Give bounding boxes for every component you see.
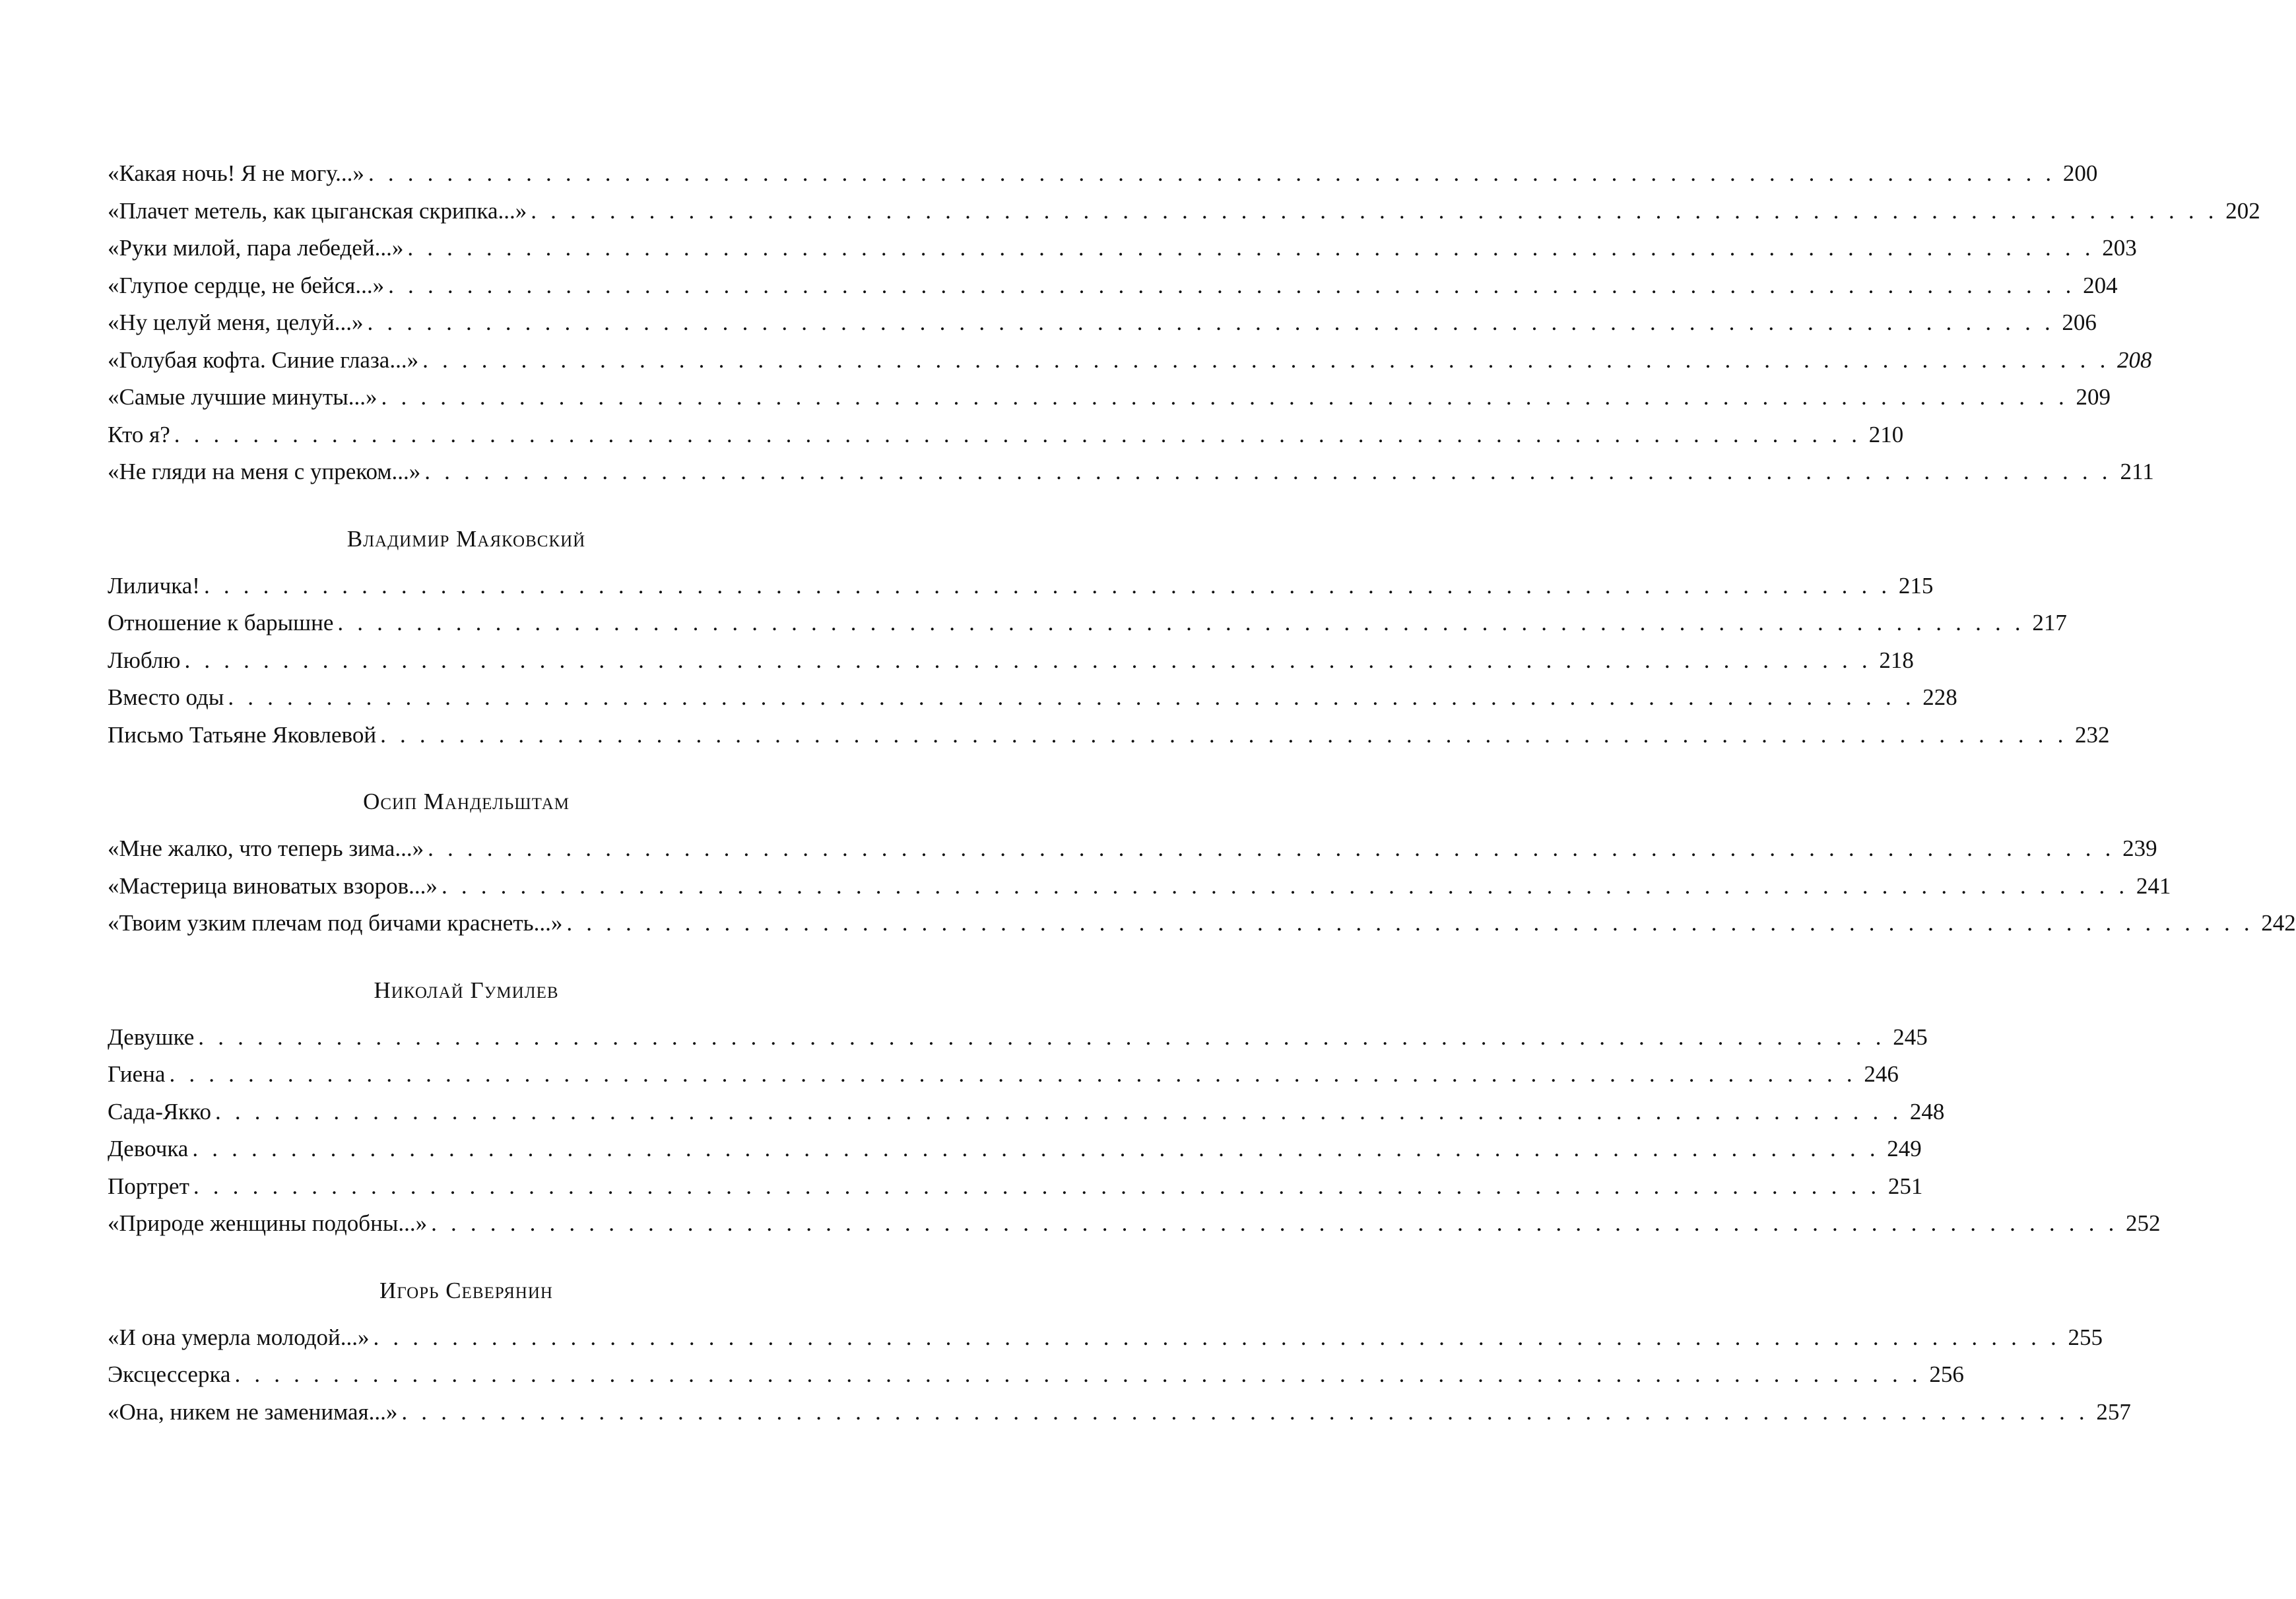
section-entries-severyanin	[108, 1319, 2131, 1431]
toc-entry	[108, 604, 2067, 642]
toc-entry	[108, 905, 2296, 942]
section-heading-gumilev: Николай Гумилев	[374, 977, 559, 1003]
dot-leader: . . . . . . . . . . . . . . . . . . . . . . . . . . . . . . . . . . . . . . . . . . . . . . . . . . . . . . . . . . . . . . . . . . . . . . . . . . . . . . . . . . . . . .	[531, 197, 2218, 224]
toc-entry-page: 246	[1864, 1061, 1899, 1087]
toc-entry-page: 241	[2136, 872, 2171, 899]
section-spacer	[108, 754, 825, 783]
dot-leader: . . . . . . . . . . . . . . . . . . . . . . . . . . . . . . . . . . . . . . . . . . . . . . . . . . . . . . . . . . . . . . . . . . . . . . . . . . . . . . . . . . . . . .	[228, 684, 1915, 710]
toc-entry	[108, 568, 1934, 605]
dot-leader: . . . . . . . . . . . . . . . . . . . . . . . . . . . . . . . . . . . . . . . . . . . . . . . . . . . . . . . . . . . . . . . . . . . . . . . . . . . . . . . . . . . . . .	[401, 1398, 2089, 1425]
section-heading-mayakovsky: Владимир Маяковский	[346, 525, 586, 552]
toc-entry-page: 228	[1922, 684, 1957, 710]
toc-entry-title: «Голубая кофта. Синие глаза...»	[108, 346, 419, 373]
toc-entry	[108, 717, 2110, 754]
toc-entry	[108, 304, 2097, 342]
dot-leader: . . . . . . . . . . . . . . . . . . . . . . . . . . . . . . . . . . . . . . . . . . . . . . . . . . . . . . . . . . . . . . . . . . . . . . . . . . . . . . . . . . . . . .	[373, 1324, 2060, 1350]
toc-entry-title: «Мне жалко, что теперь зима...»	[108, 835, 424, 861]
toc-entry-page: 202	[2225, 197, 2260, 224]
toc-entry-page: 232	[2075, 721, 2110, 748]
dot-leader: . . . . . . . . . . . . . . . . . . . . . . . . . . . . . . . . . . . . . . . . . . . . . . . . . . . . . . . . . . . . . . . . . . . . . . . . . . . . . . . . . . . . . .	[214, 1098, 1903, 1125]
toc-entry-title: Эксцессерка	[108, 1361, 231, 1387]
toc-entry-page: 242	[2261, 910, 2296, 936]
section-spacer	[108, 1243, 825, 1272]
dot-leader: . . . . . . . . . . . . . . . . . . . . . . . . . . . . . . . . . . . . . . . . . . . . . . . . . . . . . . . . . . . . . . . . . . . . . . . . . . . . . . . . . . . . . .	[368, 160, 2056, 186]
toc-entry-page: 257	[2096, 1398, 2131, 1425]
dot-leader: . . . . . . . . . . . . . . . . . . . . . . . . . . . . . . . . . . . . . . . . . . . . . . . . . . . . . . . . . . . . . . . . . . . . . . . . . . . . . . . . . . . . . .	[566, 910, 2254, 936]
toc-entry-title: «Твоим узким плечам под бичами краснеть...»	[108, 910, 563, 936]
toc-entry-title: «Природе женщины подобны...»	[108, 1210, 428, 1236]
toc-entry-page: 211	[2120, 459, 2154, 484]
dot-leader: . . . . . . . . . . . . . . . . . . . . . . . . . . . . . . . . . . . . . . . . . . . . . . . . . . . . . . . . . . . . . . . . . . . . . . . . . . . . . . . . . . . . . .	[431, 1210, 2118, 1236]
toc-entry	[108, 155, 2098, 193]
dot-leader: . . . . . . . . . . . . . . . . . . . . . . . . . . . . . . . . . . . . . . . . . . . . . . . . . . . . . . . . . . . . . . . . . . . . . . . . . . . . . . . . . . . . . .	[193, 1173, 1881, 1199]
toc-entry-title: «Ну целуй меня, целуй...»	[108, 310, 364, 335]
toc-entry-title: «Глупое сердце, не бейся...»	[108, 272, 385, 298]
dot-leader: . . . . . . . . . . . . . . . . . . . . . . . . . . . . . . . . . . . . . . . . . . . . . . . . . . . . . . . . . . . . . . . . . . . . . . . . . . . . . . . . . . . . . .	[424, 459, 2112, 484]
section-spacer	[108, 491, 825, 521]
toc-entry-title: «Самые лучшие минуты...»	[108, 384, 377, 410]
toc-entry	[108, 342, 2152, 379]
toc-entry	[108, 267, 2118, 305]
dot-leader: . . . . . . . . . . . . . . . . . . . . . . . . . . . . . . . . . . . . . . . . . . . . . . . . . . . . . . . . . . . . . . . . . . . . . . . . . . . . . . . . . . . . . .	[234, 1361, 1922, 1387]
toc-entry	[108, 416, 1904, 454]
toc-entry-page: 215	[1898, 572, 1934, 599]
toc-entry-page: 208	[2117, 346, 2152, 373]
table-of-contents	[108, 155, 2296, 1431]
toc-entry	[108, 1394, 2131, 1431]
toc-entry-title: «И она умерла молодой...»	[108, 1324, 370, 1350]
toc-entry-page: 209	[2076, 384, 2111, 410]
section-heading-severyanin: Игорь Северянин	[379, 1277, 553, 1303]
toc-entry-title: Люблю	[108, 647, 181, 673]
section-spacer	[108, 1009, 825, 1019]
section-entries-mayakovsky	[108, 568, 2110, 754]
toc-entry-title: Гиена	[108, 1061, 166, 1087]
toc-entry-page: 203	[2102, 235, 2137, 261]
toc-entry-title: Вместо оды	[108, 684, 224, 710]
toc-entry-title: Девушке	[108, 1024, 195, 1050]
toc-entry-page: 217	[2032, 610, 2067, 636]
toc-entry-title: «Какая ночь! Я не могу...»	[108, 160, 364, 186]
toc-entry	[108, 642, 1914, 680]
toc-entry	[108, 453, 2154, 491]
dot-leader: . . . . . . . . . . . . . . . . . . . . . . . . . . . . . . . . . . . . . . . . . . . . . . . . . . . . . . . . . . . . . . . . . . . . . . . . . . . . . . . . . . . . . .	[381, 384, 2068, 410]
toc-entry-page: 248	[1909, 1098, 1945, 1125]
toc-entry	[108, 1356, 1964, 1394]
toc-entry-page: 210	[1868, 421, 1904, 447]
toc-entry	[108, 1019, 1928, 1057]
dot-leader: . . . . . . . . . . . . . . . . . . . . . . . . . . . . . . . . . . . . . . . . . . . . . . . . . . . . . . . . . . . . . . . . . . . . . . . . . . . . . . . . . . . . . .	[407, 235, 2095, 261]
toc-entry-title: «Плачет метель, как цыганская скрипка...»	[108, 197, 527, 224]
dot-leader: . . . . . . . . . . . . . . . . . . . . . . . . . . . . . . . . . . . . . . . . . . . . . . . . . . . . . . . . . . . . . . . . . . . . . . . . . . . . . . . . . . . . . .	[192, 1136, 1880, 1161]
toc-entry-title: «Руки милой, пара лебедей...»	[108, 235, 404, 261]
toc-entry	[108, 193, 2260, 230]
toc-entry-title: Отношение к барышне	[108, 610, 334, 636]
toc-entry-page: 251	[1887, 1173, 1923, 1199]
toc-entry-title: «Не гляди на меня с упреком...»	[108, 459, 421, 484]
section-heading-mandelstam: Осип Мандельштам	[363, 789, 570, 814]
toc-entry	[108, 230, 2137, 267]
toc-entry-title: Сада-Якко	[108, 1098, 211, 1125]
toc-entry-title: Портрет	[108, 1173, 189, 1199]
toc-entry-page: 239	[2122, 835, 2157, 861]
toc-entry-page: 255	[2068, 1324, 2103, 1350]
toc-entry	[108, 1205, 2161, 1243]
toc-entry	[108, 1319, 2103, 1357]
dot-leader: . . . . . . . . . . . . . . . . . . . . . . . . . . . . . . . . . . . . . . . . . . . . . . . . . . . . . . . . . . . . . . . . . . . . . . . . . . . . . . . . . . . . . .	[184, 647, 1872, 673]
toc-entry-page: 204	[2083, 272, 2118, 298]
dot-leader: . . . . . . . . . . . . . . . . . . . . . . . . . . . . . . . . . . . . . . . . . . . . . . . . . . . . . . . . . . . . . . . . . . . . . . . . . . . . . . . . . . . . . .	[380, 721, 2068, 748]
section-spacer	[108, 1309, 825, 1319]
toc-entry	[108, 1056, 1899, 1093]
section-spacer	[108, 820, 825, 830]
toc-entry-page: 256	[1929, 1361, 1964, 1387]
toc-entry-title: Письмо Татьяне Яковлевой	[108, 721, 377, 748]
toc-entry-title: «Мастерица виноватых взоров...»	[108, 872, 438, 899]
toc-entry	[108, 1168, 1923, 1206]
dot-leader: . . . . . . . . . . . . . . . . . . . . . . . . . . . . . . . . . . . . . . . . . . . . . . . . . . . . . . . . . . . . . . . . . . . . . . . . . . . . . . . . . . . . . .	[422, 346, 2110, 373]
dot-leader: . . . . . . . . . . . . . . . . . . . . . . . . . . . . . . . . . . . . . . . . . . . . . . . . . . . . . . . . . . . . . . . . . . . . . . . . . . . . . . . . . . . . . .	[174, 421, 1862, 447]
section-spacer	[108, 558, 825, 568]
dot-leader: . . . . . . . . . . . . . . . . . . . . . . . . . . . . . . . . . . . . . . . . . . . . . . . . . . . . . . . . . . . . . . . . . . . . . . . . . . . . . . . . . . . . . .	[367, 310, 2054, 335]
toc-entry	[108, 1130, 1922, 1168]
toc-entry-page: 252	[2126, 1210, 2161, 1236]
toc-entry-page: 200	[2062, 160, 2098, 186]
dot-leader: . . . . . . . . . . . . . . . . . . . . . . . . . . . . . . . . . . . . . . . . . . . . . . . . . . . . . . . . . . . . . . . . . . . . . . . . . . . . . . . . . . . . . .	[428, 835, 2115, 861]
toc-entry-title: Кто я?	[108, 421, 170, 447]
toc-entry	[108, 868, 2171, 905]
dot-leader: . . . . . . . . . . . . . . . . . . . . . . . . . . . . . . . . . . . . . . . . . . . . . . . . . . . . . . . . . . . . . . . . . . . . . . . . . . . . . . . . . . . . . .	[169, 1061, 1856, 1087]
toc-entry-page: 206	[2062, 310, 2097, 335]
dot-leader: . . . . . . . . . . . . . . . . . . . . . . . . . . . . . . . . . . . . . . . . . . . . . . . . . . . . . . . . . . . . . . . . . . . . . . . . . . . . . . . . . . . . . .	[203, 572, 1891, 599]
section-entries-gumilev	[108, 1019, 2161, 1243]
toc-entry	[108, 379, 2111, 416]
section-entries-mandelstam	[108, 830, 2296, 942]
dot-leader: . . . . . . . . . . . . . . . . . . . . . . . . . . . . . . . . . . . . . . . . . . . . . . . . . . . . . . . . . . . . . . . . . . . . . . . . . . . . . . . . . . . . . .	[337, 610, 2025, 636]
toc-entry-page: 245	[1893, 1024, 1928, 1050]
dot-leader: . . . . . . . . . . . . . . . . . . . . . . . . . . . . . . . . . . . . . . . . . . . . . . . . . . . . . . . . . . . . . . . . . . . . . . . . . . . . . . . . . . . . . .	[388, 272, 2076, 298]
intro-entries	[108, 155, 2260, 491]
toc-entry-page: 249	[1887, 1136, 1922, 1161]
toc-entry-title: «Она, никем не заменимая...»	[108, 1398, 398, 1425]
toc-entry-title: Девочка	[108, 1136, 189, 1161]
toc-entry	[108, 830, 2157, 868]
toc-entry	[108, 1093, 1945, 1131]
section-spacer	[108, 942, 825, 972]
toc-entry-page: 218	[1879, 647, 1914, 673]
toc-entry	[108, 679, 1957, 717]
dot-leader: . . . . . . . . . . . . . . . . . . . . . . . . . . . . . . . . . . . . . . . . . . . . . . . . . . . . . . . . . . . . . . . . . . . . . . . . . . . . . . . . . . . . . .	[198, 1024, 1886, 1050]
toc-entry-title: Лиличка!	[108, 572, 200, 599]
dot-leader: . . . . . . . . . . . . . . . . . . . . . . . . . . . . . . . . . . . . . . . . . . . . . . . . . . . . . . . . . . . . . . . . . . . . . . . . . . . . . . . . . . . . . .	[441, 872, 2129, 899]
